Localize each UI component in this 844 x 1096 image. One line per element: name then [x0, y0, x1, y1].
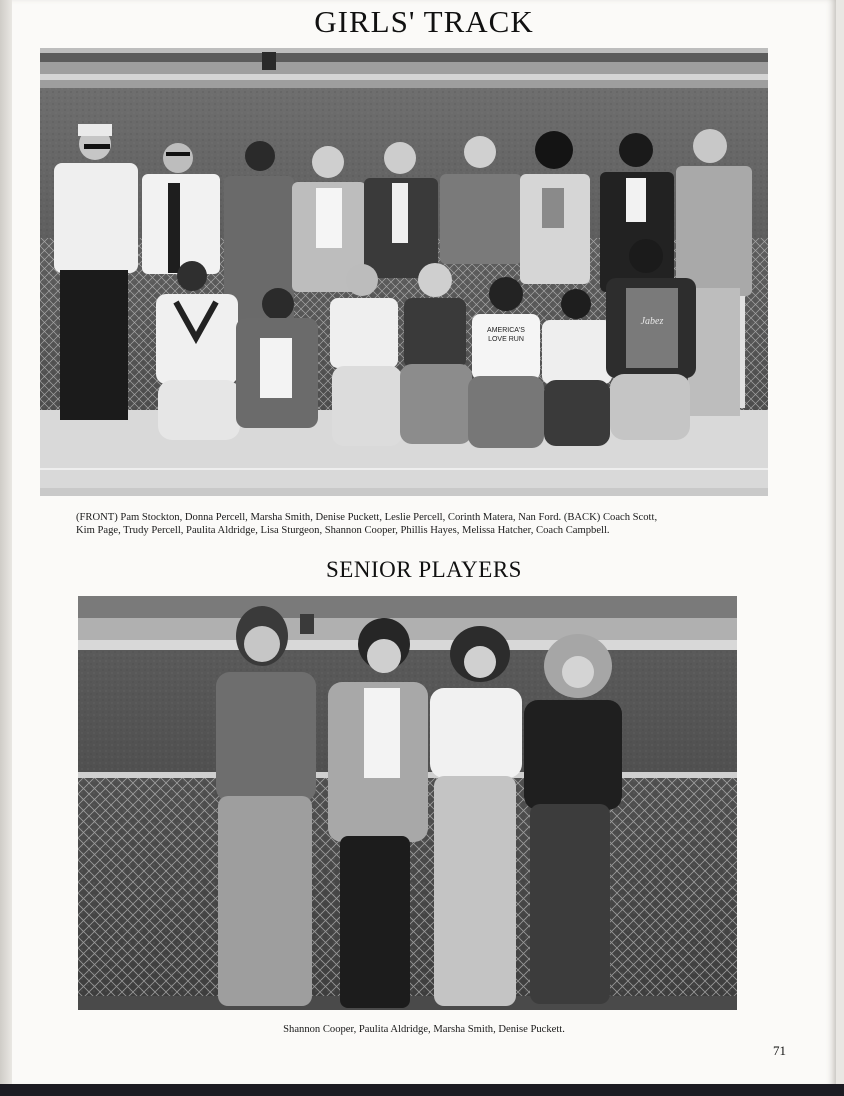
yearbook-page	[12, 0, 836, 1086]
team-photo-image	[40, 48, 768, 496]
team-photo	[40, 48, 768, 496]
seniors-photo-image	[78, 596, 737, 1010]
shirt-text-script: Jabez	[640, 316, 664, 327]
team-caption-line-2: Kim Page, Trudy Percell, Paulita Aldridge, Lisa Sturgeon, Shannon Cooper, Phillis Hayes, Melissa Hatcher, Coach Campbell.	[76, 525, 610, 536]
scan-edge	[0, 1084, 844, 1096]
shirt-text-love-run: LOVE RUN	[488, 336, 524, 343]
team-caption-line-1: (FRONT) Pam Stockton, Donna Percell, Marsha Smith, Denise Puckett, Leslie Percell, Corinth Matera, Nan Ford. (BACK) Coach Scott,	[76, 512, 658, 523]
page-gutter	[0, 0, 12, 1096]
seniors-photo	[78, 596, 737, 1010]
section-title: SENIOR PLAYERS	[326, 557, 522, 582]
seniors-photo-caption: Shannon Cooper, Paulita Aldridge, Marsha Smith, Denise Puckett.	[283, 1024, 565, 1035]
page-title: GIRLS' TRACK	[314, 4, 534, 39]
team-photo-caption	[76, 511, 776, 537]
shirt-text-america: AMERICA'S	[487, 327, 525, 334]
page-number: 71	[773, 1043, 786, 1058]
